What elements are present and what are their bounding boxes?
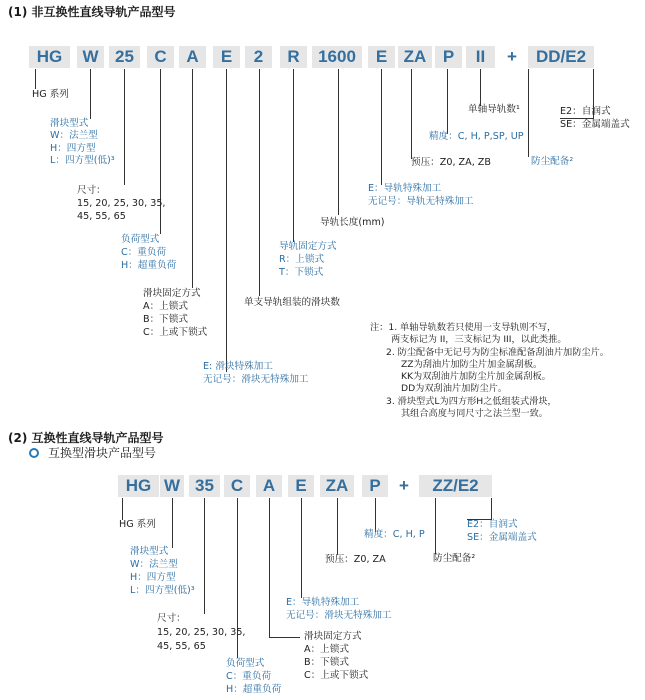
- label2-block-type-w: W：法兰型: [130, 559, 178, 570]
- label-size-title: 尺寸：: [77, 185, 106, 196]
- label-rail-mount-t: T：下锁式: [279, 267, 324, 278]
- label-rails-per-axis: 单轴导轨数¹: [468, 104, 520, 115]
- bullet-icon: [29, 448, 39, 458]
- note-2d: DD为双刮油片加防尘片。: [401, 383, 508, 394]
- code-dust-seal: DD/E2: [528, 46, 594, 68]
- code2-preload: ZA: [320, 475, 354, 497]
- label-dust: 防尘配备²: [531, 156, 574, 167]
- code2-precision: P: [362, 475, 388, 497]
- label-rail-special-e: E：导轨特殊加工: [368, 183, 442, 194]
- label2-size-title: 尺寸：: [157, 613, 186, 624]
- code2-load: C: [224, 475, 250, 497]
- label-load-c: C：重负荷: [121, 247, 167, 258]
- label-mount-title: 滑块固定方式: [143, 288, 201, 299]
- label-rail-length: 导轨长度(mm): [320, 217, 385, 228]
- label-block-special-none: 无记号：滑块无特殊加工: [203, 374, 309, 385]
- label2-seal-e2: E2：自润式: [467, 519, 518, 530]
- label2-dust: 防尘配备²: [433, 553, 476, 564]
- code2-plus: +: [399, 476, 409, 495]
- label-size-values-1: 15, 20, 25, 30, 35,: [77, 198, 166, 209]
- label-series: HG 系列: [32, 89, 69, 100]
- label2-mount-a: A：上锁式: [304, 644, 349, 655]
- label-block-special-e: E: 滑块特殊加工: [203, 361, 273, 372]
- note-3: 3. 滑块型式L为四方形H之低组装式滑块，: [386, 396, 557, 407]
- code2-size: 35: [189, 475, 220, 497]
- label-preload: 预压：Z0, ZA, ZB: [411, 157, 491, 168]
- note-1b: 两支标记为 II，三支标记为 III，以此类推。: [391, 334, 567, 345]
- label-block-type-l: L：四方型(低)³: [50, 155, 115, 166]
- label-blocks-per-rail: 单支导轨组装的滑块数: [244, 297, 340, 308]
- code-series: HG: [29, 46, 70, 68]
- label2-mount-title: 滑块固定方式: [304, 631, 362, 642]
- label-seal-se: SE：金属端盖式: [560, 119, 630, 130]
- label2-block-type-l: L：四方型(低)³: [130, 585, 195, 596]
- label2-block-type-title: 滑块型式: [130, 546, 169, 557]
- label2-series: HG 系列: [119, 519, 156, 530]
- code-rail-mount: R: [280, 46, 307, 68]
- code-blocks-count: 2: [245, 46, 272, 68]
- code-precision: P: [435, 46, 462, 68]
- label-precision: 精度：C, H, P,SP, UP: [429, 131, 524, 142]
- label-seal-e2: E2：自润式: [560, 106, 611, 117]
- label2-mount-b: B：下锁式: [304, 657, 349, 668]
- note-2c: KK为双刮油片加防尘片加金属刮板。: [401, 371, 551, 382]
- section1-heading: (1) 非互换性直线导轨产品型号: [8, 5, 176, 19]
- code-mount: A: [179, 46, 206, 68]
- label-rail-mount-title: 导轨固定方式: [279, 241, 337, 252]
- code-plus: +: [507, 47, 517, 66]
- label-block-type-w: W：法兰型: [50, 130, 98, 141]
- note-1: 注：1. 单轴导轨数若只使用一支导轨则不写，: [370, 322, 557, 333]
- label-mount-a: A：上锁式: [143, 301, 188, 312]
- code2-block-special: E: [288, 475, 314, 497]
- label-rail-mount-r: R：上锁式: [279, 254, 325, 265]
- note-2: 2. 防尘配备中无记号为防尘标准配备刮油片加防尘片。: [386, 347, 609, 358]
- label2-size-values-1: 15, 20, 25, 30, 35,: [157, 627, 246, 638]
- label2-block-special-none: 无记号：滑块无特殊加工: [286, 610, 392, 621]
- label2-load-h: H：超重负荷: [226, 684, 282, 695]
- label2-preload: 预压：Z0, ZA: [325, 554, 386, 565]
- label-mount-b: B：下锁式: [143, 314, 188, 325]
- code-size: 25: [109, 46, 140, 68]
- label2-mount-c: C：上或下锁式: [304, 670, 369, 681]
- label-load-title: 负荷型式: [121, 234, 160, 245]
- section2-subheading: 互换型滑块产品型号: [48, 446, 157, 460]
- label-mount-c: C：上或下锁式: [143, 327, 208, 338]
- label2-load-c: C：重负荷: [226, 671, 272, 682]
- section2-heading: (2) 互换性直线导轨产品型号: [8, 431, 164, 445]
- label-size-values-2: 45, 55, 65: [77, 211, 126, 222]
- code-block-special: E: [213, 46, 240, 68]
- label-load-h: H：超重负荷: [121, 260, 177, 271]
- label2-precision: 精度：C, H, P: [364, 529, 425, 540]
- code-preload: ZA: [398, 46, 432, 68]
- label2-block-special-e: E：导轨特殊加工: [286, 597, 360, 608]
- note-3b: 其组合高度与同尺寸之法兰型一致。: [401, 408, 548, 419]
- note-2b: ZZ为刮油片加防尘片加金属刮板。: [401, 359, 543, 370]
- label2-load-title: 负荷型式: [226, 658, 265, 669]
- code2-mount: A: [256, 475, 282, 497]
- label-block-type-h: H：四方型: [50, 143, 96, 154]
- code-rail-special: E: [368, 46, 395, 68]
- code-rail-length: 1600: [312, 46, 362, 68]
- label2-seal-se: SE：金属端盖式: [467, 532, 537, 543]
- label2-block-type-h: H：四方型: [130, 572, 176, 583]
- code-load: C: [147, 46, 174, 68]
- code2-series: HG: [118, 475, 159, 497]
- label-rail-special-none: 无记号：导轨无特殊加工: [368, 196, 474, 207]
- code-rails-per-axis: II: [466, 46, 495, 68]
- label-block-type-title: 滑块型式: [50, 118, 89, 129]
- label2-size-values-2: 45, 55, 65: [157, 641, 206, 652]
- code2-dust-seal: ZZ/E2: [419, 475, 492, 497]
- code2-block-type: W: [160, 475, 184, 497]
- code-block-type: W: [77, 46, 104, 68]
